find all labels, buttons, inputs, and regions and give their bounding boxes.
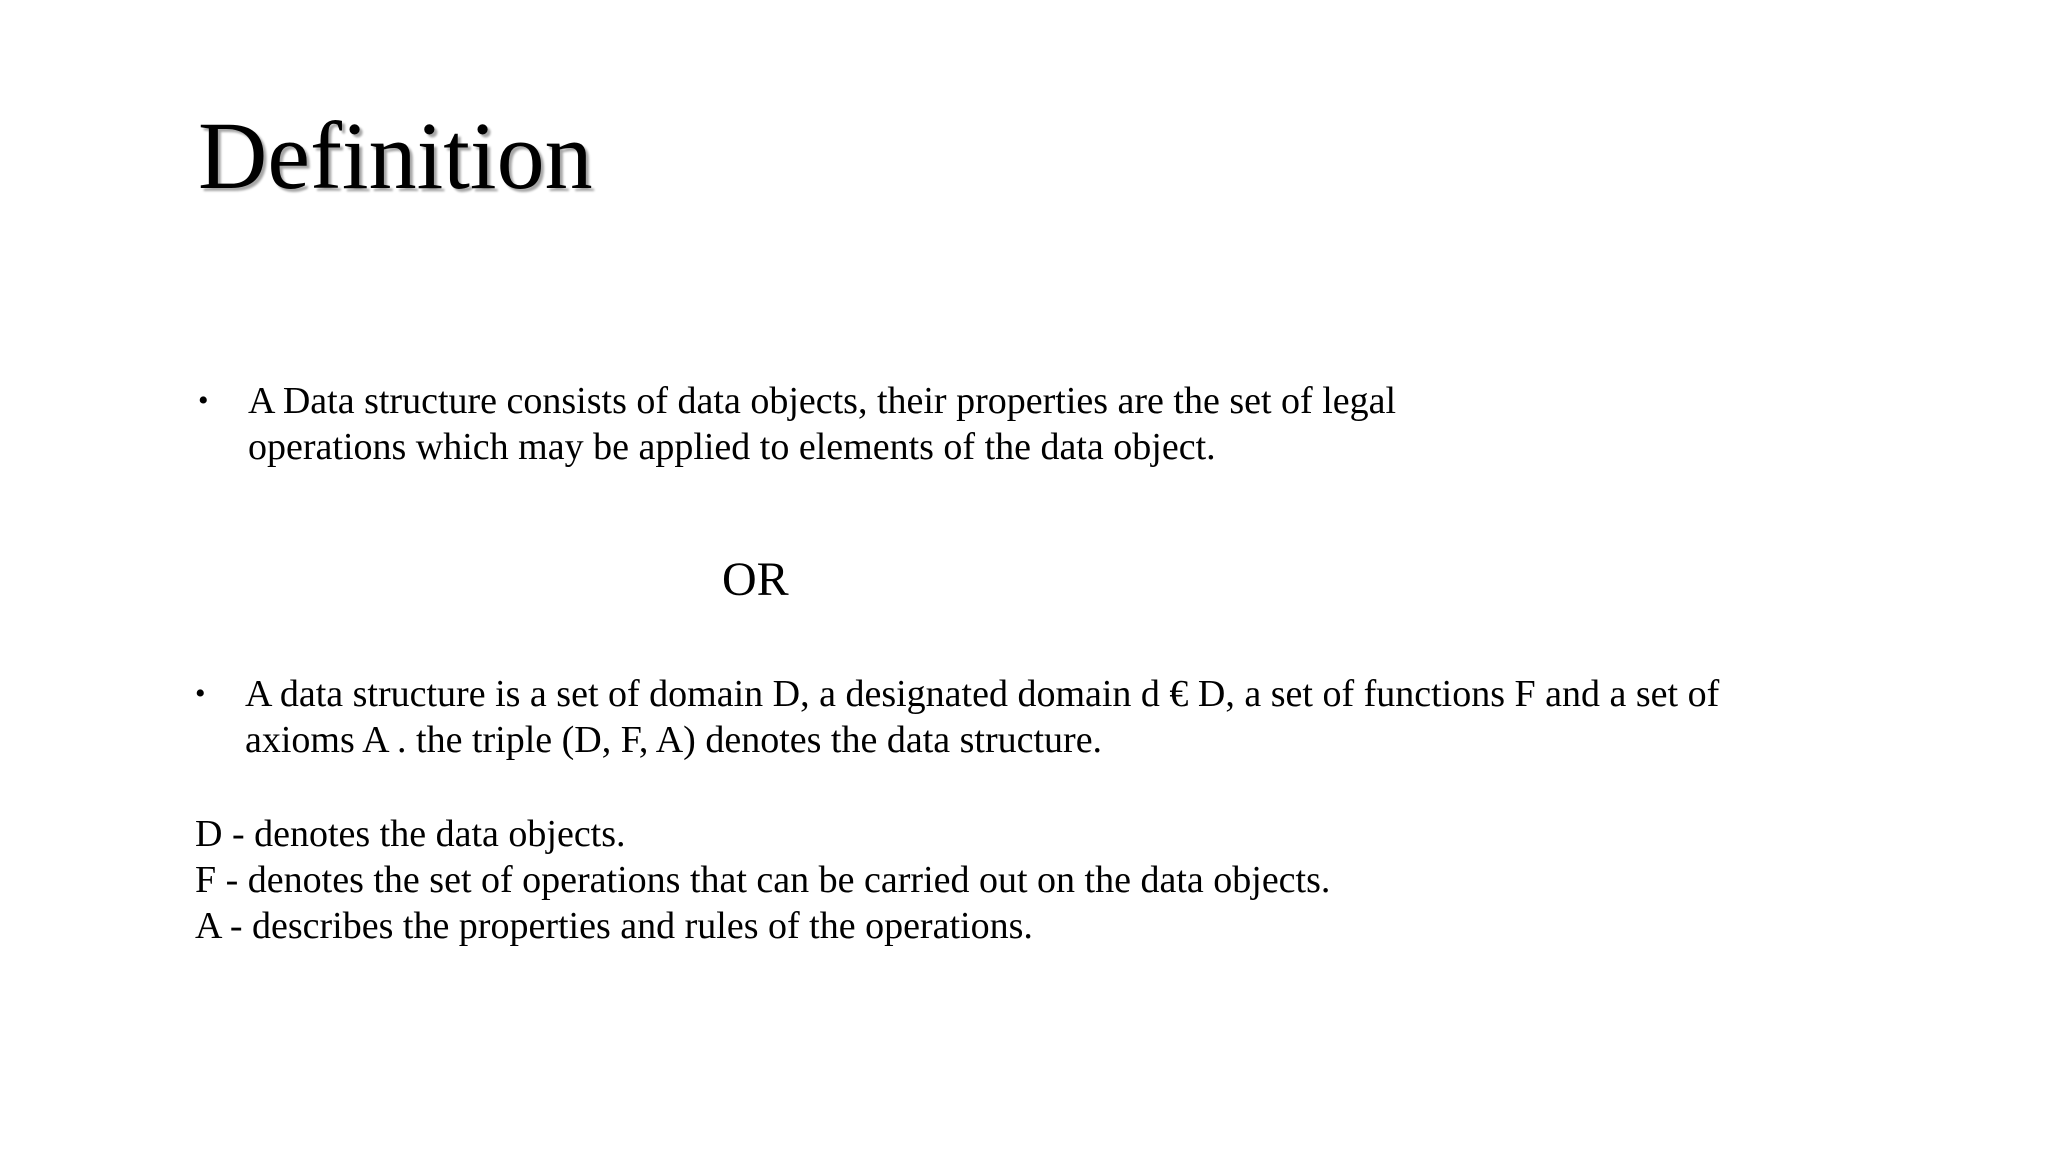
or-separator: OR — [722, 553, 789, 606]
definition-f: F - denotes the set of operations that can be carried out on the data objects. — [195, 859, 1331, 901]
slide-title: Definition — [198, 102, 593, 209]
bullet-item-data-structure-definition — [198, 378, 1498, 470]
definition-d: D - denotes the data objects. — [195, 813, 626, 855]
bullet-icon: • — [195, 677, 206, 710]
bullet-text-line-1: A data structure is a set of domain D, a designated domain d € D, a set of functions F and a set of — [245, 673, 1720, 715]
bullet-item-triple-definition — [195, 671, 1835, 763]
bullet-text — [248, 378, 1498, 470]
definitions-list — [195, 811, 1330, 949]
bullet-text — [245, 671, 1835, 763]
bullet-text-line-2: axioms A . the triple (D, F, A) denotes the data structure. — [245, 719, 1103, 761]
bullet-icon: • — [198, 384, 209, 417]
bullet-text-line-1: A Data structure consists of data objects, their properties are the set of legal — [248, 380, 1397, 422]
bullet-text-line-2: operations which may be applied to elements of the data object. — [248, 426, 1216, 468]
definition-a: A - describes the properties and rules of the operations. — [195, 905, 1033, 947]
